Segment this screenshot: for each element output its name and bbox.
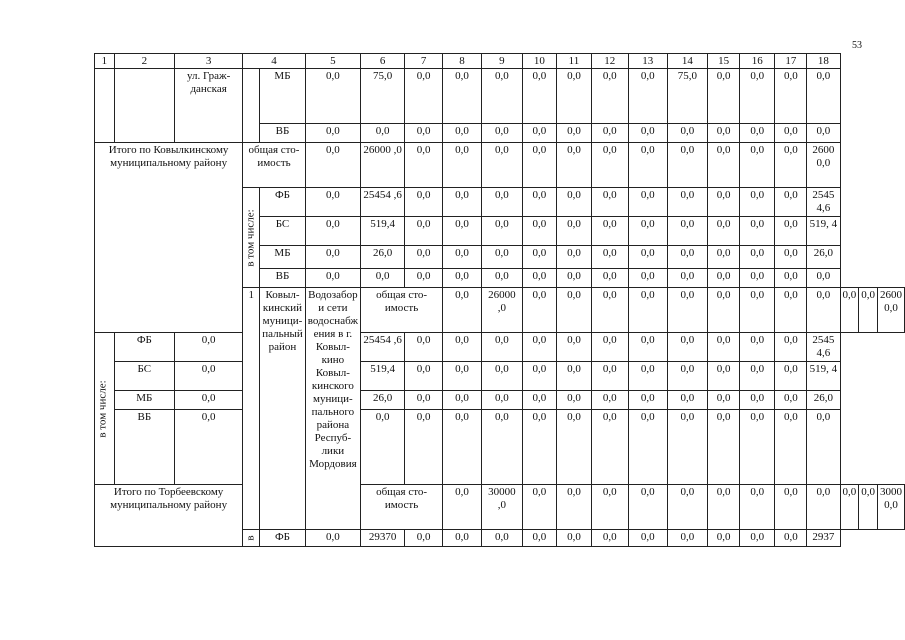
value-cell: 0,0 [305, 530, 360, 547]
value-cell: 0,0 [628, 288, 667, 333]
value-cell: 0,0 [708, 188, 740, 217]
value-cell: 0,0 [557, 188, 592, 217]
value-cell: 0,0 [740, 288, 775, 333]
value-cell: 0,0 [775, 269, 807, 288]
value-cell: 0,0 [591, 410, 628, 485]
num-cell: 1 [243, 288, 260, 530]
value-cell: 0,0 [708, 269, 740, 288]
value-cell: 0,0 [775, 333, 807, 362]
value-cell: 0,0 [740, 485, 775, 530]
value-cell: 0,0 [591, 143, 628, 188]
source-label: общая сто-имость [243, 143, 306, 188]
value-cell: 0,0 [405, 246, 443, 269]
value-cell: 0,0 [557, 269, 592, 288]
value-cell: 25454 ,6 [361, 188, 405, 217]
column-header: 8 [443, 54, 482, 69]
value-cell: 0,0 [443, 143, 482, 188]
value-cell: 0,0 [522, 362, 557, 391]
value-cell: 0,0 [557, 246, 592, 269]
value-cell: 0,0 [557, 362, 592, 391]
column-header: 3 [175, 54, 243, 69]
vertical-label [243, 188, 260, 288]
column-header: 15 [708, 54, 740, 69]
value-cell: 0,0 [443, 188, 482, 217]
column-header: 1 [95, 54, 115, 69]
value-cell: 3000 0,0 [878, 485, 905, 530]
value-cell: 0,0 [775, 124, 807, 143]
column-header: 18 [807, 54, 840, 69]
value-cell: 0,0 [667, 217, 707, 246]
value-cell: 0,0 [628, 69, 667, 124]
value-cell: 0,0 [591, 188, 628, 217]
value-cell: 0,0 [405, 269, 443, 288]
value-cell: 0,0 [708, 530, 740, 547]
column-header: 14 [667, 54, 707, 69]
value-cell: 0,0 [175, 333, 243, 362]
value-cell: 0,0 [807, 69, 840, 124]
value-cell: 0,0 [807, 485, 840, 530]
value-cell: 0,0 [405, 530, 443, 547]
header-row [95, 54, 905, 69]
value-cell: 2545 4,6 [807, 188, 840, 217]
value-cell: 25454 ,6 [361, 333, 405, 362]
value-cell: 2545 4,6 [807, 333, 840, 362]
total-title: Итого по Торбеевскому муниципальному району [95, 485, 243, 547]
value-cell: 0,0 [522, 288, 557, 333]
value-cell: 0,0 [591, 391, 628, 410]
source-label: ФБ [260, 530, 306, 547]
value-cell: 0,0 [708, 410, 740, 485]
value-cell: 0,0 [443, 391, 482, 410]
value-cell: 0,0 [708, 124, 740, 143]
value-cell: 0,0 [305, 124, 360, 143]
value-cell: 0,0 [628, 485, 667, 530]
object-name-cell: Водозабор и сети водоснабж ения в г. Ковыл-кино Ковыл-кинского муници-пального района Респуб-лики Мордовия [305, 288, 360, 530]
value-cell: 0,0 [740, 410, 775, 485]
value-cell: 0,0 [740, 69, 775, 124]
table-row [95, 362, 905, 391]
value-cell: 0,0 [557, 288, 592, 333]
value-cell: 0,0 [443, 530, 482, 547]
source-label: ФБ [260, 188, 306, 217]
value-cell: 0,0 [405, 188, 443, 217]
source-label: ВБ [114, 410, 174, 485]
value-cell: 0,0 [807, 269, 840, 288]
value-cell: 0,0 [628, 269, 667, 288]
value-cell: 0,0 [522, 530, 557, 547]
column-header: 12 [591, 54, 628, 69]
budget-table [94, 53, 905, 547]
column-header: 2 [114, 54, 174, 69]
value-cell: 0,0 [628, 333, 667, 362]
value-cell: 26,0 [807, 246, 840, 269]
value-cell: 0,0 [775, 246, 807, 269]
district-cell: Ковыл-кинский муници-пальный район [260, 288, 306, 530]
value-cell: 26000 ,0 [481, 288, 522, 333]
value-cell: 2600 0,0 [807, 143, 840, 188]
value-cell: 0,0 [522, 217, 557, 246]
value-cell: 0,0 [708, 362, 740, 391]
value-cell: 0,0 [305, 188, 360, 217]
including-label: в том числе: [244, 208, 257, 267]
including-label: в том числе: [96, 379, 109, 438]
value-cell: 0,0 [522, 410, 557, 485]
value-cell: 0,0 [859, 288, 878, 333]
value-cell: 0,0 [481, 269, 522, 288]
value-cell: 0,0 [522, 333, 557, 362]
table-row [95, 485, 905, 530]
value-cell: 0,0 [591, 288, 628, 333]
value-cell: 0,0 [775, 485, 807, 530]
source-label: общая сто-имость [361, 485, 443, 530]
table-row [95, 143, 905, 188]
source-label: ВБ [260, 124, 306, 143]
value-cell: 0,0 [667, 485, 707, 530]
value-cell: 0,0 [522, 69, 557, 124]
value-cell: 0,0 [557, 69, 592, 124]
value-cell: 26000 ,0 [361, 143, 405, 188]
value-cell: 0,0 [557, 485, 592, 530]
table-row [95, 69, 905, 124]
value-cell: 0,0 [443, 288, 482, 333]
value-cell: 0,0 [740, 391, 775, 410]
num-cell [95, 69, 115, 143]
value-cell: 0,0 [708, 485, 740, 530]
value-cell: 0,0 [591, 530, 628, 547]
value-cell: 519,4 [361, 217, 405, 246]
value-cell: 0,0 [667, 288, 707, 333]
vertical-label [243, 530, 260, 547]
value-cell: 0,0 [667, 391, 707, 410]
value-cell: 0,0 [522, 485, 557, 530]
value-cell: 0,0 [557, 410, 592, 485]
value-cell: 0,0 [807, 288, 840, 333]
value-cell: 0,0 [405, 124, 443, 143]
value-cell: 0,0 [305, 143, 360, 188]
value-cell: 0,0 [443, 124, 482, 143]
value-cell: 75,0 [667, 69, 707, 124]
value-cell: 0,0 [443, 333, 482, 362]
value-cell: 0,0 [740, 246, 775, 269]
value-cell: 0,0 [175, 410, 243, 485]
value-cell: 0,0 [481, 246, 522, 269]
value-cell: 2937 [807, 530, 840, 547]
value-cell: 0,0 [522, 188, 557, 217]
source-label: МБ [114, 391, 174, 410]
value-cell: 0,0 [775, 217, 807, 246]
value-cell: 0,0 [628, 188, 667, 217]
value-cell: 0,0 [405, 410, 443, 485]
value-cell: 0,0 [361, 410, 405, 485]
value-cell: 0,0 [775, 188, 807, 217]
value-cell: 0,0 [481, 391, 522, 410]
value-cell: 0,0 [740, 124, 775, 143]
value-cell: 0,0 [305, 246, 360, 269]
page-number: 53 [852, 40, 862, 51]
value-cell: 0,0 [591, 485, 628, 530]
value-cell: 0,0 [361, 269, 405, 288]
value-cell: 0,0 [443, 246, 482, 269]
value-cell: 0,0 [807, 410, 840, 485]
value-cell: 0,0 [405, 391, 443, 410]
value-cell: 0,0 [708, 288, 740, 333]
column-header: 16 [740, 54, 775, 69]
value-cell: 0,0 [443, 485, 482, 530]
value-cell: 0,0 [740, 333, 775, 362]
value-cell: 0,0 [775, 69, 807, 124]
column-header: 4 [243, 54, 306, 69]
value-cell: 0,0 [557, 217, 592, 246]
value-cell: 0,0 [740, 143, 775, 188]
table-row [95, 391, 905, 410]
value-cell: 0,0 [361, 124, 405, 143]
value-cell: 0,0 [557, 391, 592, 410]
source-label: БС [114, 362, 174, 391]
column-header: 10 [522, 54, 557, 69]
value-cell: 0,0 [667, 410, 707, 485]
table-row [95, 333, 905, 362]
value-cell: 0,0 [405, 333, 443, 362]
value-cell: 0,0 [522, 391, 557, 410]
value-cell: 0,0 [708, 333, 740, 362]
including-label: в [244, 535, 257, 541]
value-cell: 0,0 [305, 269, 360, 288]
value-cell: 26,0 [807, 391, 840, 410]
value-cell: 0,0 [405, 143, 443, 188]
value-cell: 0,0 [740, 530, 775, 547]
value-cell: 0,0 [481, 69, 522, 124]
value-cell: 0,0 [775, 410, 807, 485]
source-label: ВБ [260, 269, 306, 288]
value-cell: 0,0 [591, 269, 628, 288]
value-cell: 0,0 [667, 246, 707, 269]
value-cell: 0,0 [775, 288, 807, 333]
source-label: МБ [260, 246, 306, 269]
value-cell: 0,0 [443, 69, 482, 124]
value-cell: 0,0 [481, 217, 522, 246]
value-cell: 0,0 [708, 217, 740, 246]
value-cell: 0,0 [175, 362, 243, 391]
value-cell: 0,0 [443, 410, 482, 485]
value-cell: 0,0 [591, 124, 628, 143]
value-cell: 26,0 [361, 391, 405, 410]
value-cell: 0,0 [405, 362, 443, 391]
value-cell: 0,0 [840, 288, 859, 333]
value-cell: 0,0 [628, 362, 667, 391]
value-cell: 0,0 [591, 69, 628, 124]
value-cell: 0,0 [557, 124, 592, 143]
value-cell: 0,0 [708, 143, 740, 188]
value-cell: 0,0 [481, 530, 522, 547]
street-cell: ул. Граж-данская [175, 69, 243, 143]
value-cell: 0,0 [591, 333, 628, 362]
value-cell: 0,0 [628, 391, 667, 410]
value-cell: 0,0 [807, 124, 840, 143]
value-cell: 0,0 [775, 362, 807, 391]
value-cell: 0,0 [708, 69, 740, 124]
column-header: 17 [775, 54, 807, 69]
value-cell: 0,0 [708, 246, 740, 269]
value-cell: 0,0 [628, 143, 667, 188]
value-cell: 0,0 [443, 362, 482, 391]
value-cell: 0,0 [667, 362, 707, 391]
value-cell: 0,0 [591, 362, 628, 391]
value-cell: 0,0 [405, 217, 443, 246]
value-cell: 0,0 [628, 246, 667, 269]
value-cell: 0,0 [557, 333, 592, 362]
total-title: Итого по Ковылкинскому муниципальному району [95, 143, 243, 333]
value-cell: 29370 [361, 530, 405, 547]
value-cell: 0,0 [557, 143, 592, 188]
value-cell: 0,0 [840, 485, 859, 530]
value-cell: 0,0 [481, 333, 522, 362]
spacer-cell [243, 69, 260, 143]
value-cell: 519, 4 [807, 217, 840, 246]
value-cell: 0,0 [522, 246, 557, 269]
column-header: 5 [305, 54, 360, 69]
source-label: МБ [260, 69, 306, 124]
value-cell: 0,0 [481, 124, 522, 143]
value-cell: 0,0 [775, 391, 807, 410]
value-cell: 0,0 [667, 124, 707, 143]
table-row [95, 410, 905, 485]
value-cell: 0,0 [628, 410, 667, 485]
source-label: общая сто-имость [361, 288, 443, 333]
value-cell: 30000 ,0 [481, 485, 522, 530]
column-header: 13 [628, 54, 667, 69]
value-cell: 0,0 [522, 269, 557, 288]
value-cell: 0,0 [591, 217, 628, 246]
value-cell: 0,0 [305, 217, 360, 246]
value-cell: 0,0 [775, 530, 807, 547]
district-cell [114, 69, 174, 143]
value-cell: 0,0 [740, 188, 775, 217]
value-cell: 0,0 [481, 188, 522, 217]
value-cell: 2600 0,0 [878, 288, 905, 333]
value-cell: 0,0 [522, 143, 557, 188]
value-cell: 0,0 [740, 217, 775, 246]
column-header: 7 [405, 54, 443, 69]
value-cell: 0,0 [481, 143, 522, 188]
value-cell: 0,0 [305, 69, 360, 124]
vertical-label [95, 333, 115, 485]
value-cell: 0,0 [175, 391, 243, 410]
value-cell: 519, 4 [807, 362, 840, 391]
value-cell: 0,0 [522, 124, 557, 143]
value-cell: 0,0 [775, 143, 807, 188]
value-cell: 0,0 [481, 362, 522, 391]
value-cell: 0,0 [628, 530, 667, 547]
value-cell: 0,0 [740, 269, 775, 288]
value-cell: 0,0 [667, 333, 707, 362]
value-cell: 0,0 [628, 124, 667, 143]
value-cell: 0,0 [740, 362, 775, 391]
value-cell: 0,0 [591, 246, 628, 269]
value-cell: 26,0 [361, 246, 405, 269]
column-header: 11 [557, 54, 592, 69]
value-cell: 0,0 [667, 269, 707, 288]
value-cell: 0,0 [557, 530, 592, 547]
value-cell: 75,0 [361, 69, 405, 124]
value-cell: 0,0 [405, 69, 443, 124]
source-label: ФБ [114, 333, 174, 362]
value-cell: 0,0 [667, 530, 707, 547]
value-cell: 0,0 [628, 217, 667, 246]
value-cell: 0,0 [443, 217, 482, 246]
column-header: 6 [361, 54, 405, 69]
value-cell: 0,0 [481, 410, 522, 485]
value-cell: 519,4 [361, 362, 405, 391]
source-label: БС [260, 217, 306, 246]
value-cell: 0,0 [859, 485, 878, 530]
column-header: 9 [481, 54, 522, 69]
value-cell: 0,0 [667, 143, 707, 188]
value-cell: 0,0 [667, 188, 707, 217]
value-cell: 0,0 [443, 269, 482, 288]
value-cell: 0,0 [708, 391, 740, 410]
